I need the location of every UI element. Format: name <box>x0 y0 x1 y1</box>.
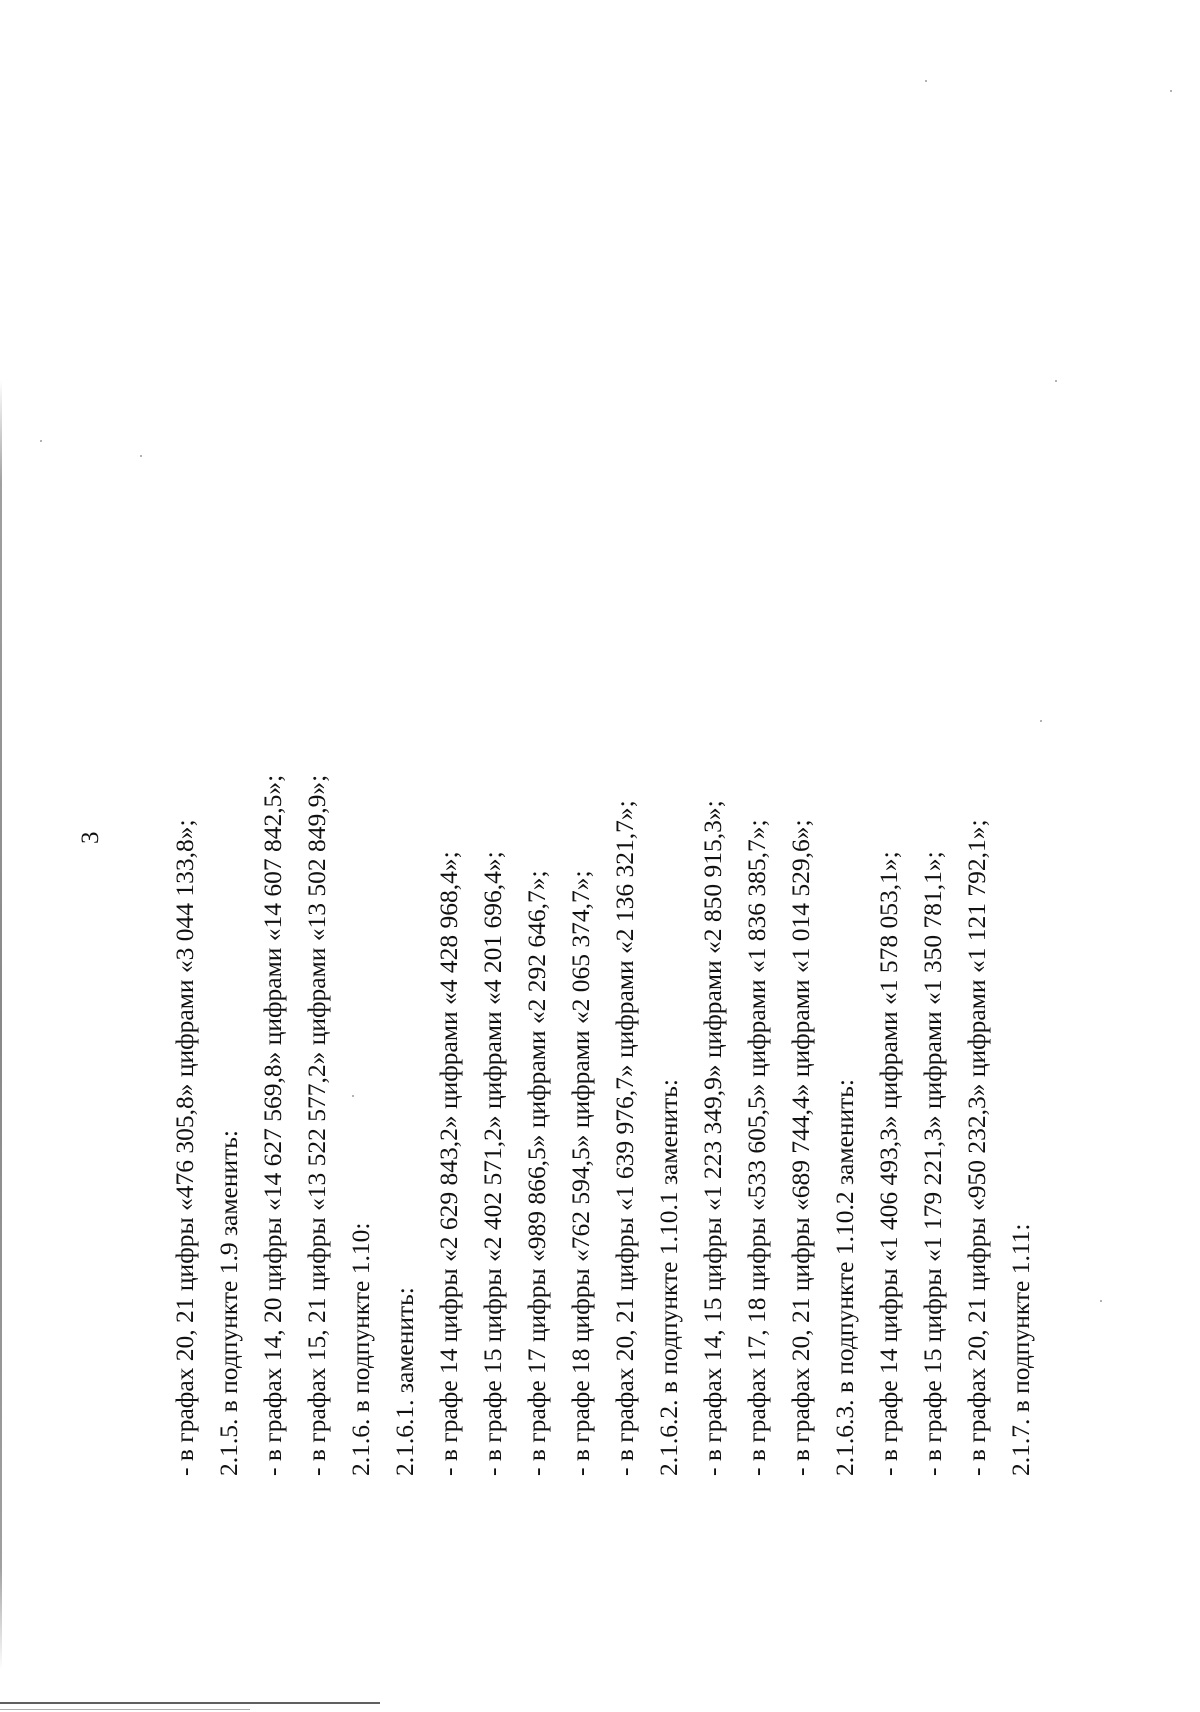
text-line: - в графах 14, 15 цифры «1 223 349,9» цифрами «2 850 915,3»; <box>698 800 727 1476</box>
text-line: 2.1.6.2. в подпункте 1.10.1 заменить: <box>654 1079 683 1476</box>
text-line: - в графе 18 цифры «762 594,5» цифрами «2 065 374,7»; <box>566 870 595 1476</box>
text-line: - в графе 17 цифры «989 866,5» цифрами «2 292 646,7»; <box>522 870 551 1476</box>
document-body <box>163 775 1043 1476</box>
text-line: - в графах 15, 21 цифры «13 522 577,2» цифрами «13 502 849,9»; <box>302 774 331 1476</box>
text-line: 2.1.6.1. заменить: <box>390 1287 419 1476</box>
text-line: - в графах 20, 21 цифры «950 232,3» цифрами «1 121 792,1»; <box>962 819 991 1476</box>
text-line: 2.1.7. в подпункте 1.11: <box>1006 1223 1035 1476</box>
text-line: 2.1.5. в подпункте 1.9 заменить: <box>214 1130 243 1476</box>
text-line: - в графе 14 цифры «1 406 493,3» цифрами «1 578 053,1»; <box>874 851 903 1476</box>
text-line: 2.1.6. в подпункте 1.10: <box>346 1222 375 1476</box>
text-line: - в графе 15 цифры «1 179 221,3» цифрами «1 350 781,1»; <box>918 851 947 1476</box>
text-line: - в графах 14, 20 цифры «14 627 569,8» цифрами «14 607 842,5»; <box>258 774 287 1476</box>
text-line: - в графах 17, 18 цифры «533 605,5» цифрами «1 836 385,7»; <box>742 819 771 1476</box>
text-line: - в графе 15 цифры «2 402 571,2» цифрами «4 201 696,4»; <box>478 851 507 1476</box>
text-line: - в графах 20, 21 цифры «689 744,4» цифрами «1 014 529,6»; <box>786 819 815 1476</box>
page-number: 3 <box>77 831 104 844</box>
text-line: 2.1.6.3. в подпункте 1.10.2 заменить: <box>830 1079 859 1476</box>
text-line: - в графе 14 цифры «2 629 843,2» цифрами «4 428 968,4»; <box>434 851 463 1476</box>
text-line: - в графах 20, 21 цифры «1 639 976,7» цифрами «2 136 321,7»; <box>610 800 639 1476</box>
text-line: - в графах 20, 21 цифры «476 305,8» цифрами «3 044 133,8»; <box>170 819 199 1476</box>
